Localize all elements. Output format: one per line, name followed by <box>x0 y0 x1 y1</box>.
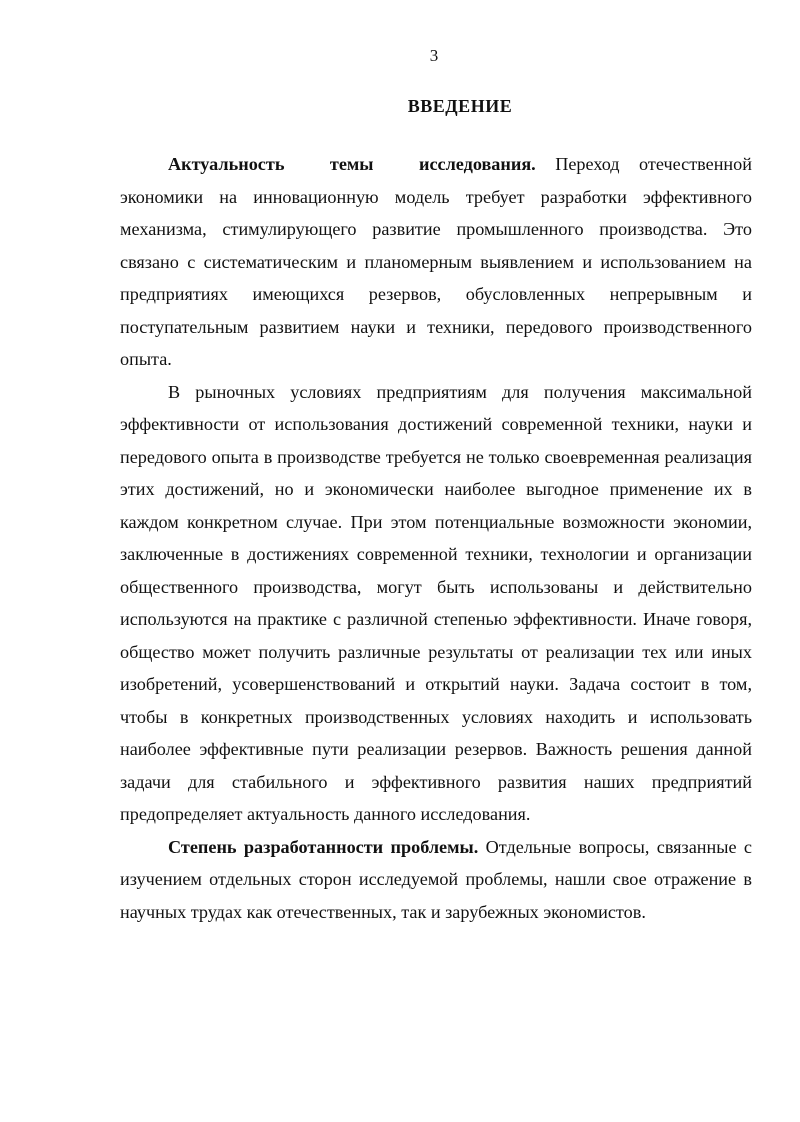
paragraph-text: Отдельные вопросы, связанные с изучением отдельных сторон исследуемой проблемы, нашли свое отражение в научных трудах как отечественных, так и зарубежных экономистов. <box>120 836 752 922</box>
body-text <box>120 148 752 928</box>
paragraph-text: Переход отечественной экономики на инновационную модель требует разработки эффективного механизма, стимулирующего развитие промышленного производства. Это связано с систематическим и планомерным выявлением и использованием на предприятиях имеющихся резервов, обусловленных непрерывным и поступательным развитием науки и техники, передового производственного опыта. <box>120 154 752 369</box>
paragraph-lead: Степень разработанности проблемы. <box>168 836 479 857</box>
paragraph-lead: Актуальность темы исследования. <box>168 154 536 174</box>
paragraph-market-conditions <box>120 376 752 831</box>
page-number: 3 <box>429 46 439 65</box>
section-heading: ВВЕДЕНИЕ <box>407 96 513 116</box>
paragraph-text: В рыночных условиях предприятиям для получения максимальной эффективности от использования достижений современной техники, науки и передового опыта в производстве требуется не только своевременная реализация этих достижений, но и экономически наиболее выгодное применение их в каждом конкретном случае. При этом потенциальные возможности экономии, заключенные в достижениях современной техники, технологии и организации общественного производства, могут быть использованы и действительно используются на практике с различной степенью эффективности. Иначе говоря, общество может получить различные результаты от реализации тех или иных изобретений, усовершенствований и открытий науки. Задача состоит в том, чтобы в конкретных производственных условиях находить и использовать наиболее эффективные пути реализации резервов. Важность решения данной задачи для стабильного и эффективного развития наших предприятий предопределяет актуальность данного исследования. <box>120 381 752 824</box>
paragraph-relevance <box>120 148 752 376</box>
paragraph-development-degree <box>120 831 752 929</box>
